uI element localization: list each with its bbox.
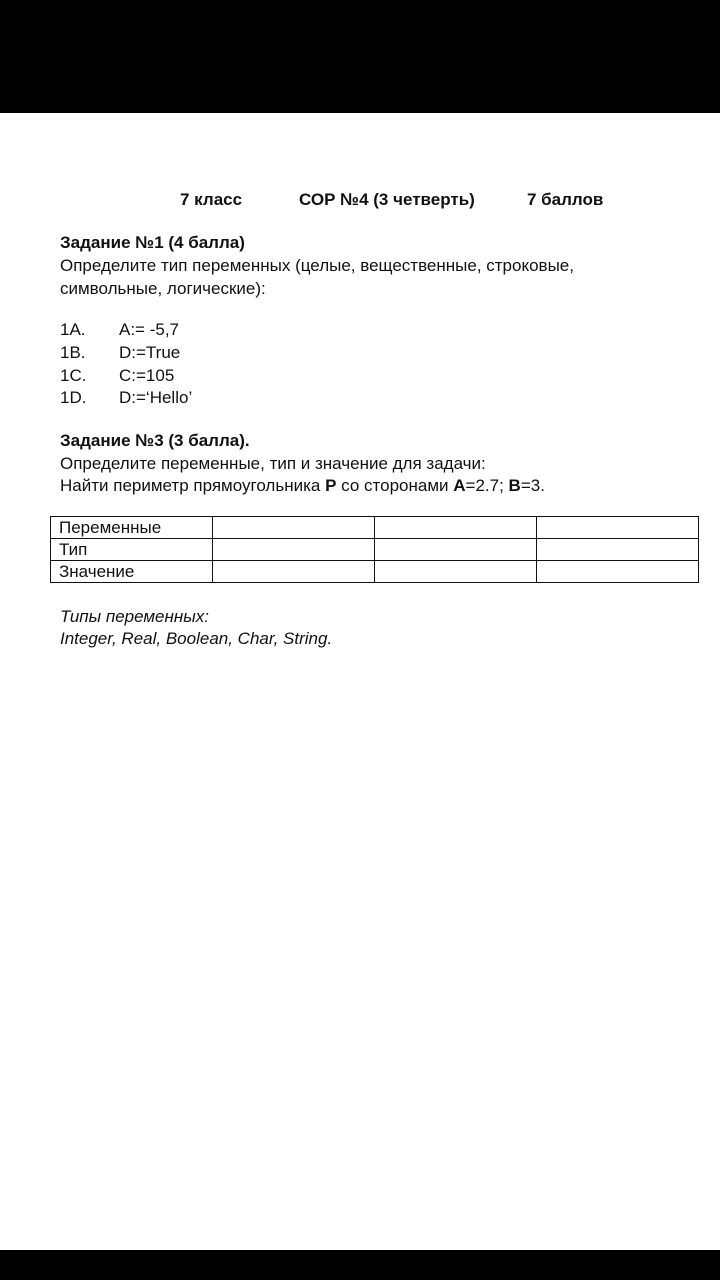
top-black-bar xyxy=(0,0,720,113)
table-cell[interactable] xyxy=(213,517,375,539)
table-cell[interactable] xyxy=(213,561,375,583)
task1-line1: Определите тип переменных (целые, вещественные, строковые, xyxy=(60,256,574,275)
header-sor: СОР №4 (3 четверть) xyxy=(299,190,475,209)
task1-line2: символьные, логические): xyxy=(60,279,266,298)
task1-item-num: 1D. xyxy=(60,388,87,407)
task3-title: Задание №3 (3 балла). xyxy=(60,431,250,450)
task1-item-num: 1C. xyxy=(60,366,87,385)
row-header-value: Значение xyxy=(51,561,213,583)
task1-item-value: D:=True xyxy=(119,343,181,362)
task1-item-value: C:=105 xyxy=(119,366,175,385)
task1-item-num: 1B. xyxy=(60,343,86,362)
task3-line2-prefix: Найти периметр прямоугольника xyxy=(60,476,326,495)
table-row xyxy=(51,517,699,539)
table-cell[interactable] xyxy=(213,539,375,561)
row-header-type: Тип xyxy=(51,539,213,561)
table-cell[interactable] xyxy=(375,561,537,583)
task1-item-value: A:= -5,7 xyxy=(119,320,180,339)
task3-line2 xyxy=(60,476,545,496)
document-page xyxy=(0,113,720,1250)
task3-var-p: P xyxy=(325,476,337,495)
task1-item-value: D:=‘Hello’ xyxy=(119,388,193,407)
table-row xyxy=(51,561,699,583)
bottom-black-bar xyxy=(0,1250,720,1280)
task1-title: Задание №1 (4 балла) xyxy=(60,233,245,252)
task1-item-num: 1A. xyxy=(60,320,86,339)
table-cell[interactable] xyxy=(375,539,537,561)
table-cell[interactable] xyxy=(537,517,699,539)
table-cell[interactable] xyxy=(537,539,699,561)
table-cell[interactable] xyxy=(375,517,537,539)
row-header-variables: Переменные xyxy=(51,517,213,539)
task3-a-value: =2.7; xyxy=(465,476,509,495)
header-class: 7 класс xyxy=(180,190,243,209)
header-points: 7 баллов xyxy=(527,190,604,209)
answer-table xyxy=(50,516,699,583)
task3-line1: Определите переменные, тип и значение для задачи: xyxy=(60,454,486,473)
task3-line2-mid: со сторонами xyxy=(336,476,454,495)
types-title: Типы переменных: xyxy=(60,607,209,626)
types-list: Integer, Real, Boolean, Char, String. xyxy=(60,629,333,648)
task3-var-b: B xyxy=(508,476,521,495)
table-cell[interactable] xyxy=(537,561,699,583)
task3-b-value: =3. xyxy=(520,476,545,495)
table-row xyxy=(51,539,699,561)
task3-var-a: A xyxy=(453,476,466,495)
